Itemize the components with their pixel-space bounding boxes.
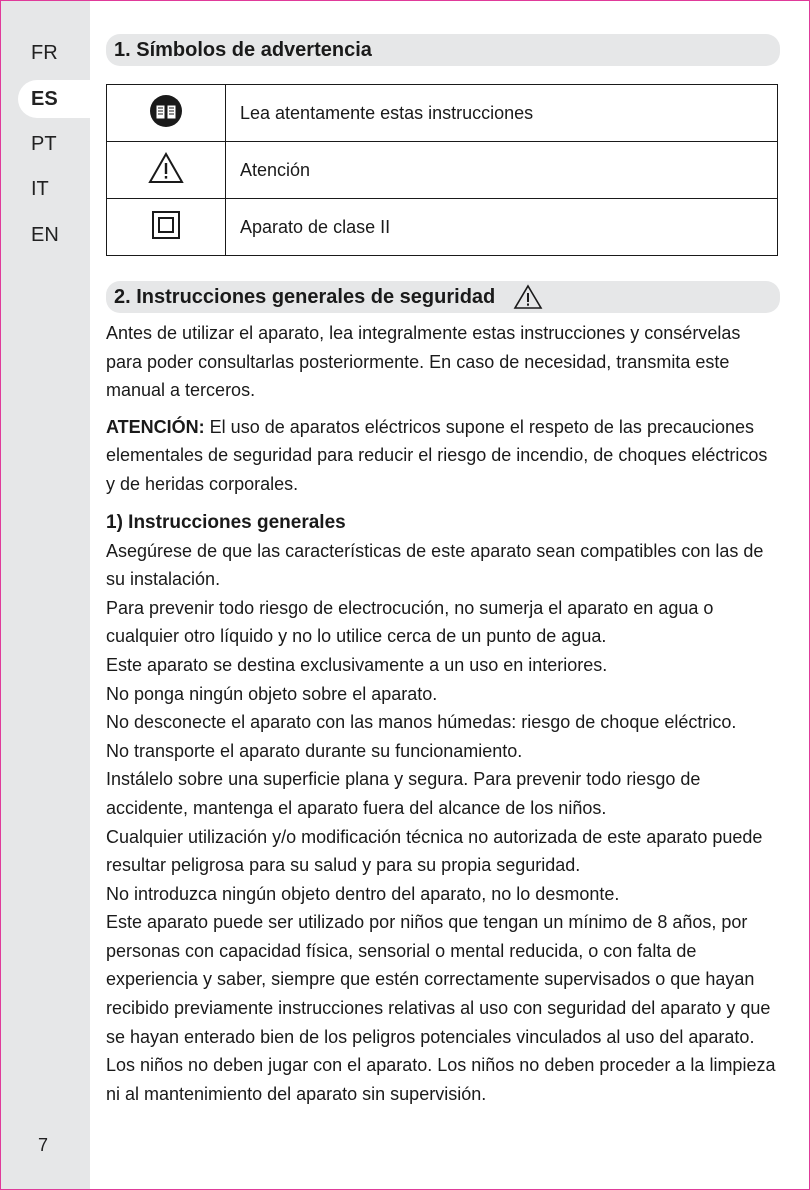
book-icon	[149, 94, 183, 128]
list-item: Cualquier utilización y/o modificación técnica no autorizada de este aparato puede resultar peligrosa para su salud y para su propia seguridad.	[106, 826, 763, 876]
lang-tab-pt[interactable]: PT	[31, 133, 57, 155]
symbol-description: Aparato de clase II	[226, 199, 778, 256]
page-number: 7	[38, 1135, 49, 1155]
list-item: No introduzca ningún objeto dentro del aparato, no lo desmonte.	[106, 883, 620, 904]
main-content	[106, 34, 780, 1108]
table-row	[107, 142, 778, 199]
intro-paragraph: Antes de utilizar el aparato, lea integralmente estas instrucciones y consérvelas para poder consultarlas posteriormente. En caso de necesidad, transmita este manual a terceros.	[106, 323, 741, 401]
list-item: Asegúrese de que las características de este aparato sean compatibles con las de su instalación.	[106, 540, 764, 590]
warning-triangle-icon	[148, 152, 184, 184]
subsection-title: 1) Instrucciones generales	[106, 511, 346, 533]
attention-paragraph	[106, 413, 780, 499]
warning-triangle-icon	[513, 284, 543, 310]
lang-tab-en[interactable]: EN	[31, 224, 59, 246]
list-item: Este aparato puede ser utilizado por niños que tengan un mínimo de 8 años, por personas con capacidad física, sensorial o mental reducida, o con falta de experiencia y saber, siempre que estén correctamente supervisados o que hayan recibido previamente instrucciones relativas al uso con seguridad del aparato y que se hayan enterado bien de los peligros potenciales vinculados al uso del aparato. Los niños no deben jugar con el aparato. Los niños no deben proceder a la limpieza ni al mantenimiento del aparato sin supervisión.	[106, 912, 776, 1104]
attention-text: El uso de aparatos eléctricos supone el respeto de las precauciones elementales de seguridad para reducir el riesgo de incendio, de choques eléctricos y de heridas corporales.	[106, 416, 768, 494]
safety-body	[106, 319, 780, 1108]
class-ii-icon	[151, 210, 181, 240]
lang-tab-it[interactable]: IT	[31, 178, 49, 200]
list-item: Este aparato se destina exclusivamente a un uso en interiores.	[106, 654, 608, 675]
list-item: No ponga ningún objeto sobre el aparato.	[106, 683, 438, 704]
section2-header	[106, 281, 780, 313]
attention-label: ATENCIÓN:	[106, 416, 205, 437]
symbol-description: Lea atentamente estas instrucciones	[226, 85, 778, 142]
symbol-description: Atención	[226, 142, 778, 199]
section1-header	[106, 34, 780, 66]
table-row	[107, 199, 778, 256]
lang-tab-es[interactable]: ES	[18, 80, 108, 118]
list-item: No transporte el aparato durante su funcionamiento.	[106, 740, 523, 761]
lang-tab-fr[interactable]: FR	[31, 42, 58, 64]
section1-title: 1. Símbolos de advertencia	[114, 39, 372, 61]
section2-title: 2. Instrucciones generales de seguridad	[114, 286, 496, 308]
list-item: Instálelo sobre una superficie plana y segura. Para prevenir todo riesgo de accidente, mantenga el aparato fuera del alcance de los niños.	[106, 769, 701, 818]
table-row	[107, 85, 778, 142]
language-sidebar	[0, 0, 90, 1190]
list-item: Para prevenir todo riesgo de electrocución, no sumerja el aparato en agua o cualquier otro líquido y no lo utilice cerca de un punto de agua.	[106, 597, 714, 647]
symbols-table	[106, 84, 778, 256]
list-item: No desconecte el aparato con las manos húmedas: riesgo de choque eléctrico.	[106, 712, 737, 733]
